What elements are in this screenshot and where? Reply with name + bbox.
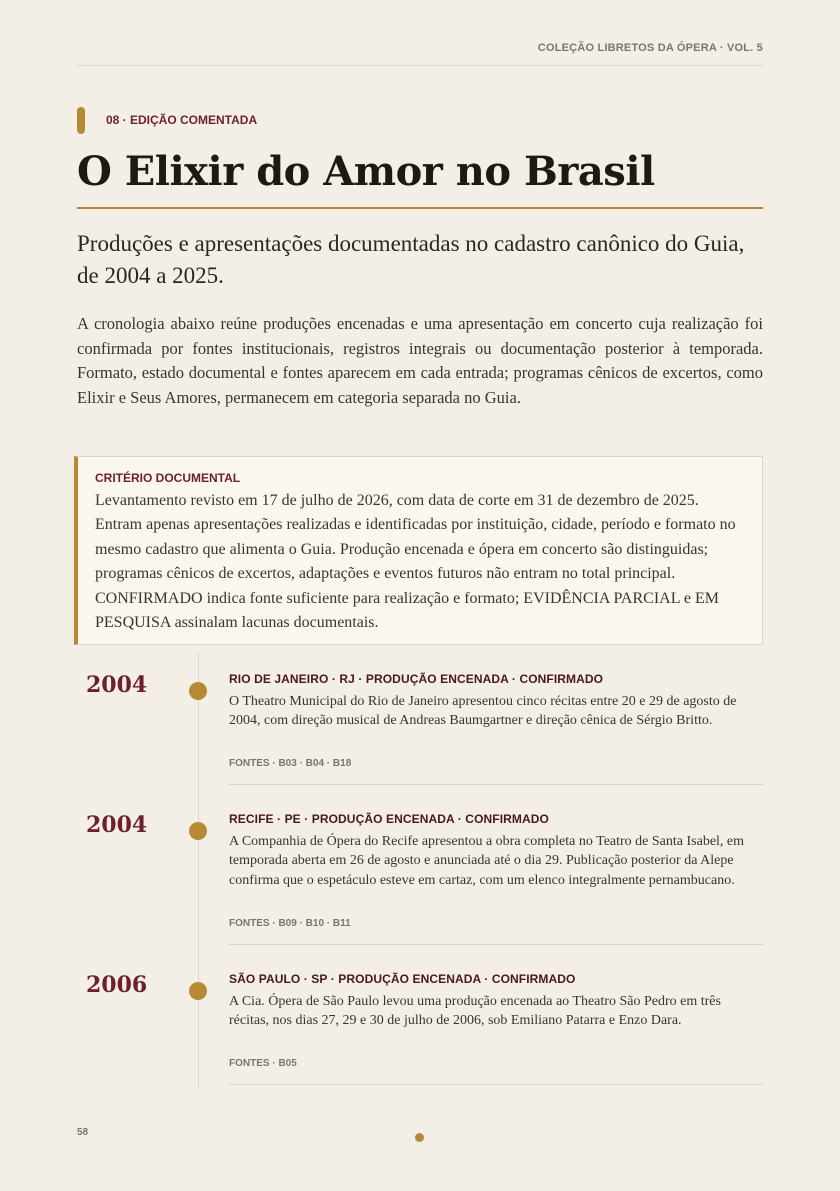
criteria-label: CRITÉRIO DOCUMENTAL	[95, 471, 241, 485]
entry-sources: FONTES · B03 · B04 · B18	[229, 758, 352, 769]
intro-paragraph: A cronologia abaixo reúne produções encenadas e uma apresentação em concerto cuja realização foi confirmada por fontes institucionais, registros integrais ou documentação posterior à temporada. Formato, estado documental e fontes aparecem em cada entrada; programas cênicos de excertos, como Elixir e Seus Amores, permanecem em categoria separada no Guia.	[77, 314, 763, 407]
timeline-dot-icon	[189, 982, 207, 1000]
entry-year: 2006	[86, 972, 148, 998]
running-head: COLEÇÃO LIBRETOS DA ÓPERA · VOL. 5	[537, 42, 763, 54]
kicker-accent-bar	[77, 107, 85, 134]
criteria-box	[74, 456, 763, 645]
entry-sources: FONTES · B09 · B10 · B11	[229, 918, 351, 929]
entry-heading: SÃO PAULO · SP · PRODUÇÃO ENCENADA · CONFIRMADO	[229, 972, 576, 986]
header-rule	[77, 65, 763, 66]
timeline-dot-icon	[189, 682, 207, 700]
entry-divider	[229, 944, 763, 945]
title-rule	[77, 207, 763, 209]
entry-sources: FONTES · B05	[229, 1058, 297, 1069]
entry-text: A Companhia de Ópera do Recife apresentou a obra completa no Teatro de Santa Isabel, em temporada aberta em 26 de agosto e anunciada até o dia 29. Publicação posterior da Alepe confirma que o espetáculo esteve em cartaz, com um elenco integralmente pernambucano.	[229, 834, 745, 888]
entry-text: O Theatro Municipal do Rio de Janeiro apresentou cinco récitas entre 20 e 29 de agosto de 2004, com direção musical de Andreas Baumgartner e direção cênica de Sérgio Britto.	[229, 694, 737, 729]
entry-divider	[229, 784, 763, 785]
entry-year: 2004	[86, 672, 148, 698]
page-number: 58	[77, 1127, 89, 1138]
entry-heading: RECIFE · PE · PRODUÇÃO ENCENADA · CONFIRMADO	[229, 812, 549, 826]
footer-ornament-icon	[415, 1133, 424, 1142]
timeline-dot-icon	[189, 822, 207, 840]
entry-year: 2004	[86, 812, 148, 838]
entry-text: A Cia. Ópera de São Paulo levou uma produção encenada ao Theatro São Pedro em três récitas, nos dias 27, 29 e 30 de julho de 2006, sob Emiliano Patarra e Enzo Dara.	[229, 994, 721, 1029]
entry-heading: RIO DE JANEIRO · RJ · PRODUÇÃO ENCENADA · CONFIRMADO	[229, 672, 604, 686]
page-title: O Elixir do Amor no Brasil	[77, 148, 655, 195]
timeline-line	[198, 652, 199, 1088]
section-kicker: 08 · EDIÇÃO COMENTADA	[106, 113, 258, 127]
entry-divider	[229, 1084, 763, 1085]
page-subtitle: Produções e apresentações documentadas no cadastro canônico do Guia, de 2004 a 2025.	[77, 231, 745, 288]
criteria-text: Levantamento revisto em 17 de julho de 2026, com data de corte em 31 de dezembro de 2025. Entram apenas apresentações realizadas e identificadas por instituição, cidade, período e formato no mesmo cadastro que alimenta o Guia. Produção encenada e ópera em concerto são distinguidas; programas cênicos de excertos, adaptações e eventos futuros não entram no total principal. CONFIRMADO indica fonte suficiente para realização e formato; EVIDÊNCIA PARCIAL e EM PESQUISA assinalam lacunas documentais.	[95, 492, 736, 632]
